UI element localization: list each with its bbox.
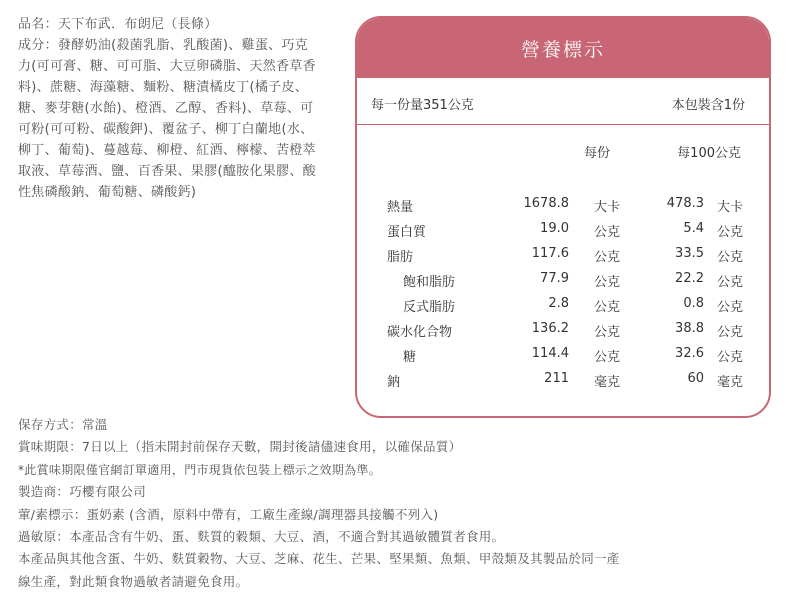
unit-per-100g: 公克 (717, 225, 744, 240)
product-name: 品名：天下布武．布朗尼（長條） (18, 17, 218, 32)
servings-per-package: 本包裝含1份 (671, 98, 745, 113)
nutrition-title: 營養標示 (357, 18, 769, 78)
shelf-life: 賞味期限：7日以上（指未開封前保存天數，開封後請儘速食用，以確保品質） (18, 439, 462, 455)
unit-per-serving: 公克 (594, 250, 621, 265)
storage-method: 保存方式：常溫 (18, 417, 108, 432)
value-per-100g: 33.5 (675, 246, 704, 261)
unit-per-serving: 公克 (594, 275, 621, 290)
value-per-100g: 0.8 (683, 296, 704, 311)
nutrient-name: 脂肪 (387, 250, 414, 265)
nutrition-table (357, 194, 769, 394)
serving-size: 每一份量351公克 (371, 98, 474, 113)
ingredient-line: 成分：發酵奶油(殺菌乳脂、乳酸菌)、雞蛋、巧克 (18, 38, 309, 53)
value-per-100g: 478.3 (666, 196, 704, 211)
nutrient-name: 熱量 (387, 200, 414, 215)
unit-per-serving: 公克 (594, 325, 621, 340)
value-per-serving: 77.9 (540, 271, 569, 286)
value-per-100g: 60 (687, 371, 704, 386)
col-per-serving: 每份 (584, 146, 611, 161)
shelf-life-note: *此賞味期限僅官網訂單適用，門市現貨依包裝上標示之效期為準。 (18, 462, 382, 477)
nutrient-row (357, 369, 769, 394)
nutrient-row (357, 219, 769, 244)
value-per-serving: 1678.8 (523, 196, 569, 211)
unit-per-100g: 公克 (717, 250, 744, 265)
unit-per-serving: 公克 (594, 300, 621, 315)
value-per-serving: 117.6 (531, 246, 569, 261)
nutrient-row (357, 294, 769, 319)
unit-per-100g: 大卡 (717, 200, 744, 215)
ingredient-line: 糖、麥芽糖(水飴)、橙酒、乙醇、香料)、草莓、可 (18, 101, 314, 116)
value-per-100g: 5.4 (683, 221, 704, 236)
ingredient-line: 力(可可膏、糖、可可脂、大豆卵磷脂、天然香草香 (18, 59, 316, 74)
ingredient-line: 性焦磷酸鈉、葡萄糖、磷酸鈣) (18, 185, 197, 200)
nutrient-name: 飽和脂肪 (403, 275, 456, 290)
unit-per-serving: 公克 (594, 225, 621, 240)
manufacturer: 製造商：巧櫻有限公司 (18, 484, 147, 500)
nutrient-row (357, 269, 769, 294)
vegetarian-label: 葷/素標示：蛋奶素 (含酒，原料中帶有，工廠生產線/調理器具接觸不列入) (18, 506, 439, 522)
ingredient-line: 料)、蔗糖、海藻糖、麵粉、糖漬橘皮丁(橘子皮、 (18, 80, 309, 95)
allergen-notice: 過敏原：本產品含有牛奶、蛋、麩質的穀類、大豆、酒，不適合對其過敏體質者食用。 (18, 529, 505, 545)
unit-per-100g: 公克 (717, 350, 744, 365)
unit-per-serving: 毫克 (594, 375, 621, 390)
product-notes (18, 414, 788, 593)
nutrient-row (357, 344, 769, 369)
value-per-100g: 32.6 (675, 346, 704, 361)
value-per-100g: 38.8 (675, 321, 704, 336)
value-per-serving: 19.0 (540, 221, 569, 236)
unit-per-serving: 公克 (594, 350, 621, 365)
nutrient-name: 反式脂肪 (403, 300, 456, 315)
nutrient-row (357, 244, 769, 269)
unit-per-100g: 公克 (717, 300, 744, 315)
unit-per-100g: 毫克 (717, 375, 744, 390)
nutrition-panel (355, 16, 771, 418)
value-per-serving: 2.8 (548, 296, 569, 311)
shared-line-notice: 線生產，對此類食物過敏者請避免食用。 (18, 573, 249, 589)
value-per-serving: 136.2 (531, 321, 569, 336)
shared-line-notice: 本產品與其他含蛋、牛奶、麩質穀物、大豆、芝麻、花生、芒果、堅果類、魚類、甲殼類及其製品於同一產 (18, 551, 620, 567)
nutrient-row (357, 319, 769, 344)
nutrient-name: 碳水化合物 (387, 325, 453, 340)
nutrient-row (357, 194, 769, 219)
unit-per-100g: 公克 (717, 325, 744, 340)
product-info (18, 14, 340, 203)
value-per-serving: 211 (544, 371, 569, 386)
nutrient-name: 糖 (403, 350, 417, 365)
value-per-100g: 22.2 (675, 271, 704, 286)
ingredient-line: 柳丁、葡萄)、蔓越莓、柳橙、紅酒、檸檬、苦橙萃 (18, 143, 316, 158)
nutrient-name: 蛋白質 (387, 225, 427, 240)
serving-row (357, 80, 769, 125)
nutrient-name: 鈉 (387, 375, 401, 390)
col-per-100g: 每100公克 (677, 146, 741, 161)
ingredient-line: 可粉(可可粉、碳酸鉀)、覆盆子、柳丁白蘭地(水、 (18, 122, 314, 137)
unit-per-serving: 大卡 (594, 200, 621, 215)
unit-per-100g: 公克 (717, 275, 744, 290)
ingredient-line: 取液、草莓酒、鹽、百香果、果膠(醯胺化果膠、酸 (18, 164, 316, 179)
value-per-serving: 114.4 (531, 346, 569, 361)
